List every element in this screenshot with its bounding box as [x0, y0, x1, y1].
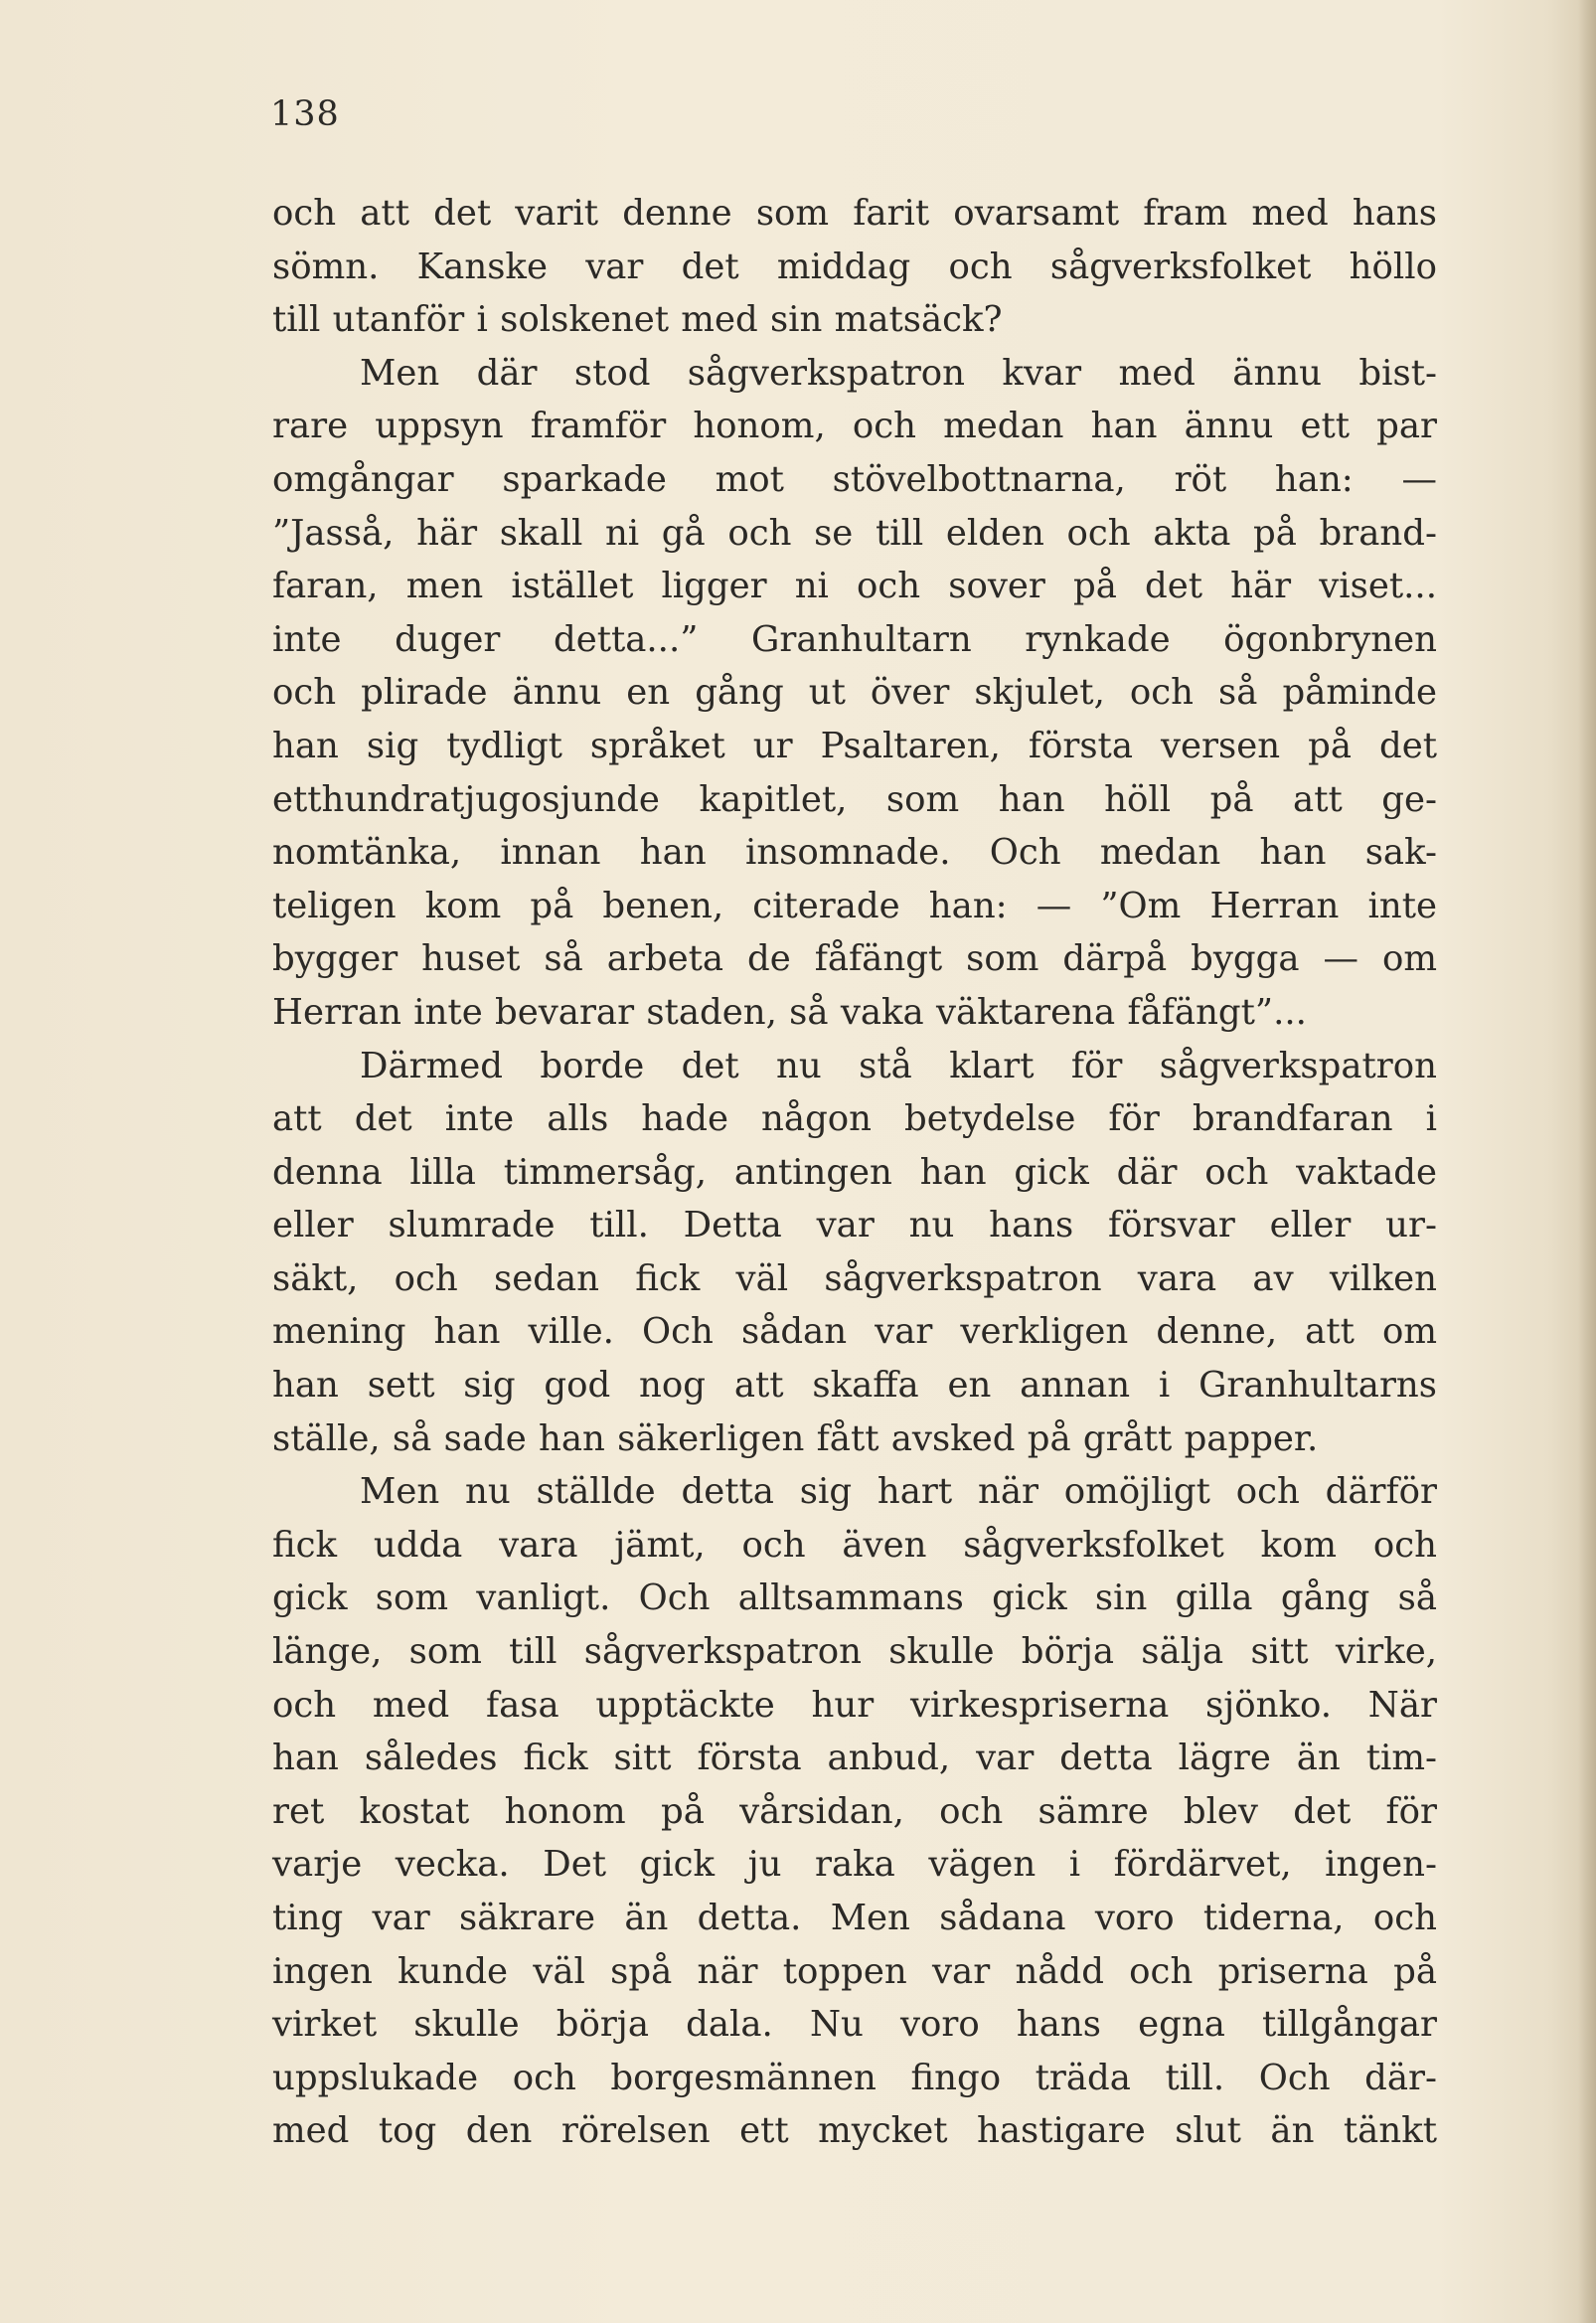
text-line: och att det varit denne som farit ovarsamt fram med hans: [272, 193, 1437, 234]
text-line: Herran inte bevarar staden, så vaka väktarena fåfängt”...: [272, 991, 1307, 1033]
text-line: bygger huset så arbeta de fåfängt som därpå bygga — om: [272, 938, 1437, 980]
text-line: gick som vanligt. Och alltsammans gick sin gilla gång så: [272, 1577, 1437, 1619]
text-line: och med fasa upptäckte hur virkespriserna sjönko. När: [272, 1684, 1437, 1726]
text-line: nomtänka, innan han insomnade. Och medan han sak-: [272, 832, 1437, 874]
body-text: [272, 187, 1437, 2158]
text-line: med tog den rörelsen ett mycket hastigare slut än tänkt: [272, 2110, 1437, 2152]
text-line: att det inte alls hade någon betydelse för brandfaran i: [272, 1098, 1437, 1140]
text-line: Därmed borde det nu stå klart för sågverkspatron: [360, 1045, 1437, 1086]
page-number: 138: [270, 94, 340, 134]
text-line: varje vecka. Det gick ju raka vägen i fördärvet, ingen-: [272, 1844, 1437, 1886]
text-line: och plirade ännu en gång ut över skjulet, och så påminde: [272, 672, 1437, 714]
text-line: han sett sig god nog att skaffa en annan i Granhultarns: [272, 1365, 1437, 1407]
text-line: ret kostat honom på vårsidan, och sämre blev det för: [272, 1790, 1437, 1832]
text-line: han sig tydligt språket ur Psaltaren, första versen på det: [272, 725, 1437, 766]
text-line: fick udda vara jämt, och även sågverksfolket kom och: [272, 1524, 1437, 1566]
text-line: ”Jasså, här skall ni gå och se till elden och akta på brand-: [272, 512, 1437, 554]
text-line: ingen kunde väl spå när toppen var nådd och priserna på: [272, 1950, 1437, 1992]
text-line: uppslukade och borgesmännen fingo träda till. Och där-: [272, 2057, 1437, 2098]
page-edge-shadow: [1578, 0, 1596, 2323]
text-line: omgångar sparkade mot stövelbottnarna, röt han: —: [272, 458, 1437, 500]
text-line: han således fick sitt första anbud, var detta lägre än tim-: [272, 1738, 1437, 1779]
text-line: Men där stod sågverkspatron kvar med ännu bist-: [360, 352, 1437, 394]
text-line: teligen kom på benen, citerade han: — ”Om Herran inte: [272, 885, 1437, 926]
text-line: etthundratjugosjunde kapitlet, som han höll på att ge-: [272, 778, 1437, 820]
text-line: till utanför i solskenet med sin matsäck?: [272, 299, 1003, 341]
text-line: sömn. Kanske var det middag och sågverksfolket höllo: [272, 246, 1437, 287]
text-line: säkt, och sedan fick väl sågverkspatron vara av vilken: [272, 1257, 1437, 1299]
text-line: ställe, så sade han säkerligen fått avsked på grått papper.: [272, 1417, 1319, 1459]
text-line: inte duger detta...” Granhultarn rynkade ögonbrynen: [272, 618, 1437, 660]
text-line: mening han ville. Och sådan var verkligen denne, att om: [272, 1311, 1437, 1353]
text-line: rare uppsyn framför honom, och medan han ännu ett par: [272, 406, 1437, 447]
text-line: virket skulle börja dala. Nu voro hans egna tillgångar: [272, 2004, 1437, 2046]
text-line: ting var säkrare än detta. Men sådana voro tiderna, och: [272, 1898, 1437, 1938]
text-line: denna lilla timmersåg, antingen han gick där och vaktade: [272, 1151, 1437, 1193]
text-line: faran, men istället ligger ni och sover på det här viset...: [272, 566, 1437, 607]
text-line: länge, som till sågverkspatron skulle börja sälja sitt virke,: [272, 1631, 1437, 1673]
text-line: eller slumrade till. Detta var nu hans försvar eller ur-: [272, 1205, 1437, 1246]
text-line: Men nu ställde detta sig hart när omöjligt och därför: [360, 1471, 1437, 1513]
